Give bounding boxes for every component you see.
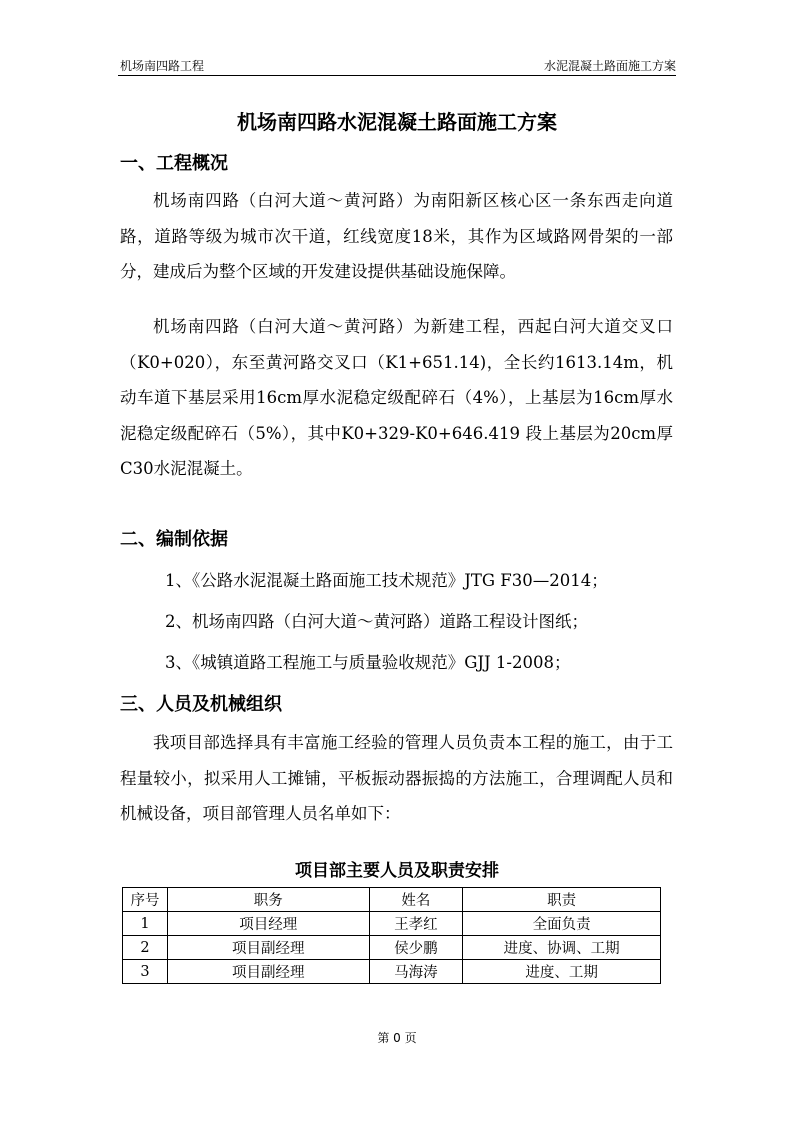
table-row	[123, 936, 661, 960]
table-cell: 1	[123, 912, 168, 936]
section-heading-personnel: 三、人员及机械组织	[120, 694, 282, 715]
table-caption: 项目部主要人员及职责安排	[295, 861, 499, 881]
table-cell: 进度、工期	[463, 960, 661, 984]
basis-item-1: 1、《公路水泥混凝土路面施工技术规范》JTG F30—2014；	[165, 571, 608, 590]
section-heading-overview: 一、工程概况	[120, 153, 228, 174]
column-header: 序号	[123, 888, 168, 912]
column-header: 姓名	[369, 888, 463, 912]
table-cell: 王孝红	[369, 912, 463, 936]
column-header: 职务	[167, 888, 369, 912]
table-cell: 2	[123, 936, 168, 960]
overview-paragraph-1: 机场南四路（白河大道～黄河路）为南阳新区核心区一条东西走向道路，道路等级为城市次干道，红线宽度18米，其作为区域路网骨架的一部分，建成后为整个区域的开发建设提供基础设施保障。	[120, 191, 673, 281]
overview-paragraph-2: 机场南四路（白河大道～黄河路）为新建工程，西起白河大道交叉口（K0+020），东至黄河路交叉口（K1+651.14)，全长约1613.14m，机动车道下基层采用16cm厚水泥稳定级配碎石（4%），上基层为16cm厚水泥稳定级配碎石（5%），其中K0+329-K0+646.419 段上基层为20cm厚C30水泥混凝土。	[120, 317, 673, 478]
table-header-row	[123, 888, 661, 912]
table-cell: 马海涛	[369, 960, 463, 984]
basis-item-3: 3、《城镇道路工程施工与质量验收规范》GJJ 1-2008；	[165, 653, 571, 672]
table-cell: 项目副经理	[167, 960, 369, 984]
column-header: 职责	[463, 888, 661, 912]
staff-table	[122, 887, 661, 984]
table-cell: 3	[123, 960, 168, 984]
basis-item-2: 2、机场南四路（白河大道～黄河路）道路工程设计图纸；	[165, 612, 588, 631]
table-cell: 侯少鹏	[369, 936, 463, 960]
header-right: 水泥混凝土路面施工方案	[543, 59, 676, 73]
table-cell: 全面负责	[463, 912, 661, 936]
page-number: 第 0 页	[377, 1031, 417, 1045]
section-heading-basis: 二、编制依据	[120, 529, 228, 550]
table-row	[123, 912, 661, 936]
table-cell: 进度、协调、工期	[463, 936, 661, 960]
document-title: 机场南四路水泥混凝土路面施工方案	[237, 110, 557, 134]
table-cell: 项目经理	[167, 912, 369, 936]
personnel-paragraph: 我项目部选择具有丰富施工经验的管理人员负责本工程的施工，由于工程量较小，拟采用人工摊铺，平板振动器振捣的方法施工，合理调配人员和机械设备，项目部管理人员名单如下：	[120, 733, 673, 823]
page-header	[118, 55, 676, 76]
table-row	[123, 960, 661, 984]
table-cell: 项目副经理	[167, 936, 369, 960]
header-left: 机场南四路工程	[120, 59, 205, 73]
